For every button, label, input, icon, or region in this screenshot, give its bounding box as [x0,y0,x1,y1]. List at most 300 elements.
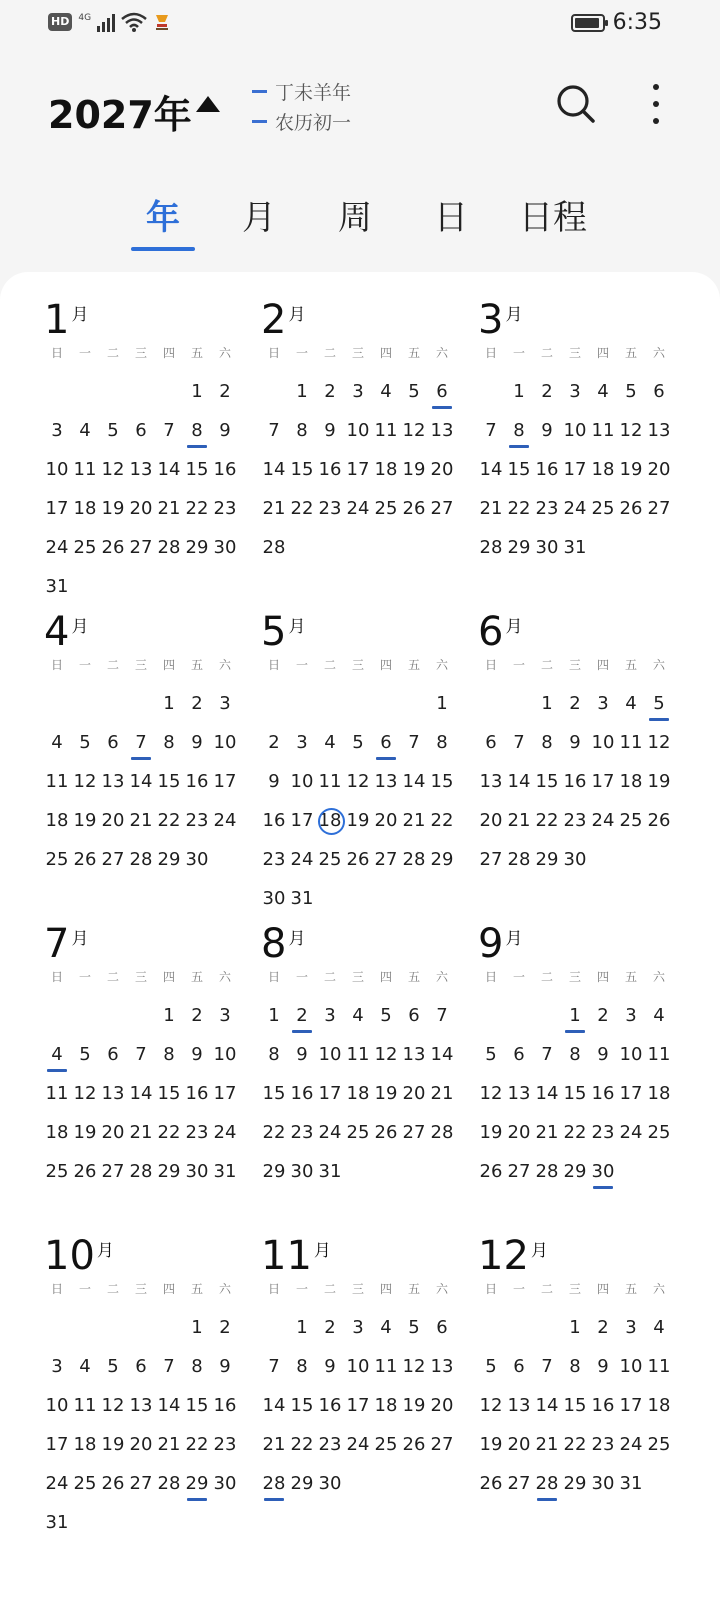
day-cell[interactable]: 4 [352,1005,364,1026]
day-cell[interactable]: 19 [346,810,370,831]
day-cell[interactable]: 12 [402,420,426,441]
day-cell[interactable]: 3 [324,1005,336,1026]
day-cell[interactable]: 12 [374,1044,398,1065]
day-cell[interactable]: 21 [262,498,286,519]
day-cell[interactable]: 8 [569,1356,581,1377]
day-cell[interactable]: 19 [619,459,643,480]
day-cell[interactable]: 8 [268,1044,280,1065]
day-cell[interactable]: 13 [479,771,503,792]
day-cell[interactable]: 18 [619,771,643,792]
day-cell[interactable]: 9 [541,420,553,441]
day-cell[interactable]: 29 [185,537,209,558]
day-cell[interactable]: 25 [647,1122,671,1143]
day-cell[interactable]: 28 [260,1464,288,1503]
day-cell[interactable]: 17 [563,459,587,480]
day-cell[interactable]: 17 [346,1395,370,1416]
day-cell[interactable]: 5 [107,1356,119,1377]
day-cell[interactable]: 21 [157,1434,181,1455]
day-cell[interactable]: 10 [619,1044,643,1065]
day-cell[interactable]: 23 [591,1122,615,1143]
day-cell[interactable]: 17 [45,498,69,519]
day-cell[interactable]: 10 [213,732,237,753]
day-cell[interactable]: 3 [219,693,231,714]
day-cell[interactable]: 14 [430,1044,454,1065]
day-cell[interactable]: 12 [101,459,125,480]
day-cell[interactable]: 5 [352,732,364,753]
day-cell[interactable]: 27 [479,849,503,870]
day-cell[interactable]: 10 [591,732,615,753]
day-cell[interactable]: 28 [262,537,286,558]
day-cell[interactable]: 16 [535,459,559,480]
day-cell[interactable]: 30 [262,888,286,909]
day-cell[interactable]: 28 [129,1161,153,1182]
day-cell[interactable]: 21 [507,810,531,831]
day-cell[interactable]: 26 [101,537,125,558]
day-cell[interactable]: 9 [268,771,280,792]
day-cell[interactable]: 11 [647,1044,671,1065]
day-cell[interactable]: 27 [101,1161,125,1182]
day-cell[interactable]: 16 [213,1395,237,1416]
day-cell[interactable]: 13 [374,771,398,792]
day-cell[interactable]: 21 [535,1434,559,1455]
day-cell[interactable]: 28 [507,849,531,870]
day-cell[interactable]: 22 [185,1434,209,1455]
day-cell[interactable]: 31 [318,1161,342,1182]
day-cell[interactable]: 26 [647,810,671,831]
day-cell[interactable]: 12 [402,1356,426,1377]
day-cell[interactable]: 20 [101,810,125,831]
day-cell[interactable]: 18 [374,1395,398,1416]
day-cell[interactable]: 1 [191,381,203,402]
day-cell[interactable]: 5 [645,684,673,723]
day-cell[interactable]: 16 [185,771,209,792]
day-cell[interactable]: 26 [346,849,370,870]
day-cell[interactable]: 18 [647,1395,671,1416]
day-cell[interactable]: 29 [535,849,559,870]
day-cell[interactable]: 19 [73,1122,97,1143]
day-cell[interactable]: 2 [219,381,231,402]
day-cell[interactable]: 1 [268,1005,280,1026]
day-cell[interactable]: 2 [191,693,203,714]
day-cell[interactable]: 7 [127,723,155,762]
day-cell[interactable]: 7 [163,420,175,441]
day-cell[interactable]: 2 [268,732,280,753]
day-cell[interactable]: 13 [430,1356,454,1377]
day-cell[interactable]: 15 [563,1395,587,1416]
day-cell[interactable]: 21 [430,1083,454,1104]
day-cell[interactable]: 25 [619,810,643,831]
day-cell[interactable]: 8 [183,411,211,450]
day-cell[interactable]: 8 [541,732,553,753]
day-cell[interactable]: 16 [591,1083,615,1104]
day-cell[interactable]: 28 [157,1473,181,1494]
day-cell[interactable]: 17 [45,1434,69,1455]
day-cell[interactable]: 13 [430,420,454,441]
day-cell[interactable]: 28 [479,537,503,558]
day-cell[interactable]: 3 [51,420,63,441]
day-cell[interactable]: 20 [647,459,671,480]
day-cell[interactable]: 15 [185,1395,209,1416]
day-cell[interactable]: 5 [79,732,91,753]
day-cell[interactable]: 18 [591,459,615,480]
day-cell[interactable]: 22 [290,498,314,519]
day-cell[interactable]: 1 [541,693,553,714]
day-cell[interactable]: 12 [479,1083,503,1104]
day-cell[interactable]: 29 [183,1464,211,1503]
day-cell[interactable]: 23 [563,810,587,831]
year-title[interactable]: 2027年 [48,93,192,137]
day-cell[interactable]: 1 [163,1005,175,1026]
day-cell[interactable]: 15 [185,459,209,480]
day-cell[interactable]: 21 [129,810,153,831]
day-cell[interactable]: 2 [324,1317,336,1338]
day-cell[interactable]: 13 [402,1044,426,1065]
day-cell[interactable]: 30 [591,1473,615,1494]
day-cell[interactable]: 12 [346,771,370,792]
day-cell[interactable]: 6 [513,1044,525,1065]
day-cell[interactable]: 13 [101,771,125,792]
day-cell[interactable]: 28 [157,537,181,558]
day-cell[interactable]: 28 [129,849,153,870]
month-6[interactable] [478,610,684,879]
day-cell[interactable]: 20 [479,810,503,831]
day-cell[interactable]: 24 [346,498,370,519]
day-cell[interactable]: 4 [43,1035,71,1074]
day-cell[interactable]: 7 [408,732,420,753]
day-cell[interactable]: 15 [157,771,181,792]
day-cell[interactable]: 2 [191,1005,203,1026]
day-cell[interactable]: 18 [73,498,97,519]
day-cell[interactable]: 15 [563,1083,587,1104]
day-cell[interactable]: 11 [374,420,398,441]
day-cell[interactable]: 6 [107,1044,119,1065]
day-cell[interactable]: 20 [430,459,454,480]
tab-schedule[interactable]: 日程 [519,198,587,238]
day-cell[interactable]: 16 [318,1395,342,1416]
day-cell[interactable]: 27 [647,498,671,519]
day-cell[interactable]: 31 [213,1161,237,1182]
day-cell[interactable]: 18 [374,459,398,480]
day-cell[interactable]: 11 [374,1356,398,1377]
day-cell[interactable]: 10 [45,1395,69,1416]
day-cell[interactable]: 11 [318,771,342,792]
day-cell[interactable]: 5 [79,1044,91,1065]
day-cell[interactable]: 4 [653,1005,665,1026]
day-cell[interactable]: 28 [402,849,426,870]
day-cell[interactable]: 27 [129,1473,153,1494]
day-cell[interactable]: 15 [262,1083,286,1104]
day-cell[interactable]: 1 [163,693,175,714]
day-cell[interactable]: 27 [507,1161,531,1182]
day-cell[interactable]: 15 [290,1395,314,1416]
day-cell[interactable]: 29 [430,849,454,870]
day-cell[interactable]: 11 [346,1044,370,1065]
day-cell[interactable]: 4 [380,381,392,402]
day-cell[interactable]: 21 [402,810,426,831]
day-cell[interactable]: 14 [402,771,426,792]
day-cell[interactable]: 23 [185,810,209,831]
day-cell[interactable]: 20 [402,1083,426,1104]
day-cell[interactable]: 28 [430,1122,454,1143]
day-cell[interactable]: 13 [507,1395,531,1416]
day-cell[interactable]: 9 [597,1044,609,1065]
day-cell[interactable]: 27 [507,1473,531,1494]
day-cell[interactable]: 30 [213,1473,237,1494]
day-cell[interactable]: 23 [290,1122,314,1143]
day-cell[interactable]: 24 [346,1434,370,1455]
day-cell[interactable]: 3 [219,1005,231,1026]
day-cell[interactable]: 26 [374,1122,398,1143]
day-cell[interactable]: 8 [505,411,533,450]
day-cell[interactable]: 29 [507,537,531,558]
day-cell[interactable]: 14 [479,459,503,480]
day-cell[interactable]: 7 [268,1356,280,1377]
day-cell[interactable]: 1 [513,381,525,402]
day-cell[interactable]: 29 [157,1161,181,1182]
day-cell[interactable]: 6 [653,381,665,402]
day-cell[interactable]: 18 [647,1083,671,1104]
day-cell[interactable]: 30 [213,537,237,558]
day-cell[interactable]: 12 [73,1083,97,1104]
day-cell[interactable]: 2 [288,996,316,1035]
day-cell[interactable]: 3 [625,1317,637,1338]
day-cell[interactable]: 25 [45,849,69,870]
day-cell[interactable]: 19 [101,498,125,519]
day-cell[interactable]: 4 [653,1317,665,1338]
day-cell[interactable]: 9 [324,1356,336,1377]
month-12[interactable] [478,1234,684,1503]
day-cell[interactable]: 14 [262,1395,286,1416]
day-cell[interactable]: 26 [619,498,643,519]
day-cell[interactable]: 25 [647,1434,671,1455]
day-cell[interactable]: 9 [597,1356,609,1377]
day-cell[interactable]: 31 [45,576,69,597]
month-7[interactable] [44,922,250,1191]
day-cell[interactable]: 24 [591,810,615,831]
day-cell[interactable]: 26 [402,1434,426,1455]
day-cell[interactable]: 17 [318,1083,342,1104]
day-cell[interactable]: 6 [135,420,147,441]
day-cell[interactable]: 22 [290,1434,314,1455]
day-cell[interactable]: 26 [73,849,97,870]
day-cell[interactable]: 20 [129,498,153,519]
day-cell[interactable]: 16 [262,810,286,831]
day-cell[interactable]: 19 [402,1395,426,1416]
tab-year[interactable]: 年 [146,198,180,238]
day-cell[interactable]: 24 [290,849,314,870]
day-cell[interactable]: 31 [290,888,314,909]
day-cell[interactable]: 23 [535,498,559,519]
day-cell[interactable]: 18 [73,1434,97,1455]
day-cell[interactable]: 23 [262,849,286,870]
day-cell[interactable]: 10 [213,1044,237,1065]
day-cell[interactable]: 8 [296,420,308,441]
day-cell[interactable]: 3 [625,1005,637,1026]
day-cell[interactable]: 20 [374,810,398,831]
day-cell[interactable]: 1 [561,996,589,1035]
day-cell[interactable]: 16 [213,459,237,480]
day-cell[interactable]: 5 [380,1005,392,1026]
day-cell[interactable]: 22 [157,810,181,831]
day-cell[interactable]: 22 [563,1434,587,1455]
month-11[interactable] [261,1234,467,1503]
day-cell[interactable]: 30 [290,1161,314,1182]
day-cell[interactable]: 11 [647,1356,671,1377]
day-cell[interactable]: 15 [535,771,559,792]
day-cell[interactable]: 4 [51,732,63,753]
day-cell[interactable]: 22 [185,498,209,519]
day-cell[interactable]: 20 [430,1395,454,1416]
day-cell[interactable]: 19 [73,810,97,831]
day-cell[interactable]: 2 [597,1317,609,1338]
month-1[interactable] [44,298,250,606]
day-cell[interactable]: 20 [101,1122,125,1143]
day-cell[interactable]: 7 [268,420,280,441]
day-cell[interactable]: 19 [647,771,671,792]
day-cell[interactable]: 30 [185,849,209,870]
day-cell[interactable]: 14 [535,1083,559,1104]
day-cell[interactable]: 17 [213,771,237,792]
day-cell[interactable]: 5 [408,381,420,402]
day-cell[interactable]: 15 [290,459,314,480]
month-4[interactable] [44,610,250,879]
day-cell[interactable]: 11 [619,732,643,753]
day-cell[interactable]: 6 [436,1317,448,1338]
day-cell[interactable]: 7 [436,1005,448,1026]
day-cell[interactable]: 6 [485,732,497,753]
day-cell[interactable]: 24 [45,1473,69,1494]
day-cell[interactable]: 14 [129,771,153,792]
day-cell[interactable]: 4 [597,381,609,402]
day-cell[interactable]: 6 [513,1356,525,1377]
day-cell[interactable]: 17 [346,459,370,480]
day-cell[interactable]: 16 [591,1395,615,1416]
day-cell[interactable]: 22 [563,1122,587,1143]
day-cell[interactable]: 24 [619,1122,643,1143]
day-cell[interactable]: 9 [569,732,581,753]
day-cell[interactable]: 31 [45,1512,69,1533]
day-cell[interactable]: 30 [563,849,587,870]
day-cell[interactable]: 21 [535,1122,559,1143]
day-cell[interactable]: 22 [535,810,559,831]
day-cell[interactable]: 3 [352,381,364,402]
day-cell[interactable]: 17 [619,1395,643,1416]
day-cell[interactable]: 6 [107,732,119,753]
day-cell[interactable]: 14 [157,1395,181,1416]
day-cell[interactable]: 4 [380,1317,392,1338]
day-cell[interactable]: 15 [430,771,454,792]
day-cell[interactable]: 19 [101,1434,125,1455]
day-cell[interactable]: 4 [79,420,91,441]
day-cell[interactable]: 22 [262,1122,286,1143]
day-cell[interactable]: 23 [591,1434,615,1455]
day-cell[interactable]: 29 [563,1473,587,1494]
day-cell[interactable]: 14 [507,771,531,792]
day-cell[interactable]: 13 [647,420,671,441]
day-cell[interactable]: 16 [290,1083,314,1104]
day-cell[interactable]: 25 [45,1161,69,1182]
day-cell[interactable]: 16 [563,771,587,792]
day-cell[interactable]: 24 [213,810,237,831]
day-cell[interactable]: 8 [163,732,175,753]
day-cell[interactable]: 29 [157,849,181,870]
day-cell[interactable]: 23 [318,1434,342,1455]
day-cell[interactable]: 7 [163,1356,175,1377]
day-cell[interactable]: 25 [73,537,97,558]
day-cell[interactable]: 7 [485,420,497,441]
month-5[interactable] [261,610,467,918]
day-cell[interactable]: 9 [191,1044,203,1065]
day-cell[interactable]: 25 [374,498,398,519]
day-cell[interactable]: 18 [346,1083,370,1104]
day-cell[interactable]: 10 [346,1356,370,1377]
day-cell[interactable]: 19 [374,1083,398,1104]
day-cell[interactable]: 10 [45,459,69,480]
day-cell[interactable]: 12 [619,420,643,441]
search-icon[interactable] [554,82,598,126]
day-cell[interactable]: 26 [479,1473,503,1494]
day-cell[interactable]: 30 [589,1152,617,1191]
day-cell[interactable]: 7 [513,732,525,753]
day-cell[interactable]: 27 [430,498,454,519]
day-cell[interactable]: 31 [619,1473,643,1494]
day-cell[interactable]: 2 [541,381,553,402]
day-cell[interactable]: 25 [318,849,342,870]
day-cell[interactable]: 2 [324,381,336,402]
day-cell[interactable]: 17 [591,771,615,792]
day-cell[interactable]: 14 [157,459,181,480]
day-cell[interactable]: 25 [374,1434,398,1455]
day-cell[interactable]: 25 [346,1122,370,1143]
day-cell[interactable]: 3 [597,693,609,714]
day-cell[interactable]: 2 [597,1005,609,1026]
day-cell[interactable]: 24 [213,1122,237,1143]
day-cell[interactable]: 10 [290,771,314,792]
day-cell[interactable]: 25 [591,498,615,519]
day-cell[interactable]: 9 [219,420,231,441]
day-cell[interactable]: 1 [296,1317,308,1338]
day-cell[interactable]: 17 [290,810,314,831]
more-options-icon[interactable] [646,80,666,128]
day-cell[interactable]: 11 [45,1083,69,1104]
day-cell[interactable]: 23 [213,498,237,519]
day-cell[interactable]: 24 [619,1434,643,1455]
day-cell[interactable]: 10 [346,420,370,441]
day-cell[interactable]: 24 [45,537,69,558]
day-cell[interactable]: 24 [318,1122,342,1143]
day-cell[interactable]: 12 [73,771,97,792]
day-cell[interactable]: 2 [219,1317,231,1338]
day-cell[interactable]: 28 [533,1464,561,1503]
day-cell[interactable]: 10 [619,1356,643,1377]
day-cell[interactable]: 6 [372,723,400,762]
day-cell[interactable]: 9 [324,420,336,441]
day-cell[interactable]: 9 [219,1356,231,1377]
day-cell[interactable]: 4 [625,693,637,714]
day-cell[interactable]: 14 [535,1395,559,1416]
day-cell[interactable]: 1 [191,1317,203,1338]
day-cell[interactable]: 11 [45,771,69,792]
day-cell[interactable]: 1 [296,381,308,402]
day-cell[interactable]: 16 [318,459,342,480]
day-cell[interactable]: 10 [318,1044,342,1065]
day-cell[interactable]: 29 [563,1161,587,1182]
month-2[interactable] [261,298,467,567]
day-cell[interactable]: 23 [185,1122,209,1143]
day-cell[interactable]: 17 [213,1083,237,1104]
day-cell[interactable]: 28 [535,1161,559,1182]
day-cell[interactable]: 30 [318,1473,342,1494]
